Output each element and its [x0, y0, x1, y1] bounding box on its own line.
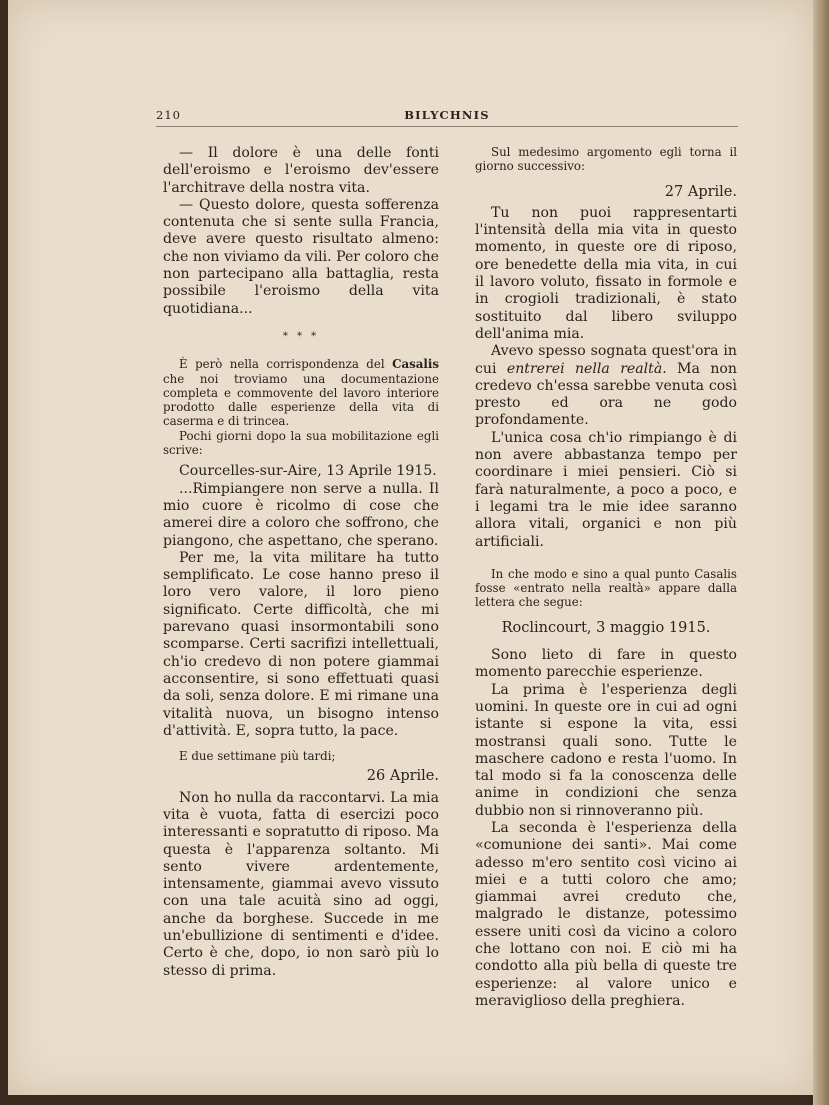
- left-column: [163, 145, 439, 980]
- intro-paragraph: E due settimane più tardi;: [179, 749, 336, 764]
- paragraph: — Questo dolore, questa sofferenza contenuta che si sente sulla Francia, deve avere questo risultato almeno: che non viviamo da vili. Per coloro che non partecipano alla battaglia, resta possibile l'eroismo della vita quotidiana...: [163, 196, 439, 317]
- intro-paragraph: Pochi giorni dopo la sua mobilitazione egli scrive:: [163, 428, 439, 458]
- letter-paragraph: Non ho nulla da raccontarvi. La mia vita è vuota, fatta di esercizi poco interessanti e sopratutto di riposo. Ma questa è l'apparenza soltanto. Mi sento vivere ardentemente, intensamente, giammai avevo vissuto con una tale acuità sino ad oggi, anche da borghese. Succede in me un'ebullizione di sentimenti e d'idee. Certo è che, dopo, io non sarò più lo stesso di prima.: [163, 789, 439, 979]
- letter-dateline: Courcelles-sur-Aire, 13 Aprile 1915.: [179, 463, 437, 480]
- section-separator: * * *: [282, 330, 320, 342]
- letter-paragraph: Tu non puoi rappresentarti l'intensità della mia vita in questo momento, in queste ore di riposo, ore benedette della mia vita, in cui il lavoro voluto, fissato in formole e in crogioli tradizionali, è stato sostituito dal libero sviluppo dell'anima mia.: [475, 204, 737, 342]
- right-column: [475, 145, 737, 1010]
- intro-paragraph: Sul medesimo argomento egli torna il giorno successivo:: [475, 145, 737, 174]
- page-number: 210: [156, 108, 181, 122]
- running-title: BILYCHNIS: [404, 108, 490, 122]
- intro-paragraph: È però nella corrispondenza del Casalis che noi troviamo una documentazione completa e commovente del lavoro interiore prodotto dalle esperienze della vita di caserma e di trincea.: [163, 357, 439, 429]
- author-name: Casalis: [392, 357, 439, 372]
- paragraph: — Il dolore è una delle fonti dell'eroismo e l'eroismo dev'essere l'architrave della nostra vita.: [163, 145, 439, 196]
- letter-paragraph: Sono lieto di fare in questo momento parecchie esperienze.: [475, 647, 737, 681]
- letter-paragraph: L'unica cosa ch'io rimpiango è di non avere abbastanza tempo per coordinare i miei pensieri. Ciò si farà naturalmente, a poco a poco, e i legami tra le mie idee saranno allora vitali, organici e non più artificiali.: [475, 429, 737, 550]
- letter-dateline: 26 Aprile.: [366, 768, 439, 785]
- letter-paragraph: Per me, la vita militare ha tutto semplificato. Le cose hanno preso il loro vero valore, il loro pieno significato. Certe difficoltà, che mi parevano quasi insormontabili sono scomparse. Certi sacrifizi intellettuali, ch'io credevo di non potere giammai acconsentire, si sono effettuati quasi da soli, senza dolore. E mi rimane una vitalità nuova, un bisogno intenso d'attività. E, sopra tutto, la pace.: [163, 549, 439, 739]
- page-edge: [813, 0, 829, 1105]
- letter-paragraph: La seconda è l'esperienza della «comunione dei santi». Mai come adesso m'ero sentito così vicino ai miei e a tutti coloro che amo; giammai avrei creduto che, malgrado le distanze, potessimo essere uniti così da vicino a coloro che lottano con noi. E ciò mi ha condotto alla più bella di queste tre esperienze: al valore unico e meraviglioso della preghiera.: [475, 819, 737, 1009]
- letter-dateline: Roclincourt, 3 maggio 1915.: [501, 619, 711, 636]
- letter-dateline: 27 Aprile.: [664, 183, 737, 200]
- book-page: [8, 0, 813, 1095]
- intro-paragraph: In che modo e sino a qual punto Casalis fosse «entrato nella realtà» appare dalla lettera che segue:: [475, 566, 737, 610]
- page-header: [156, 106, 738, 127]
- letter-paragraph: ...Rimpiangere non serve a nulla. Il mio cuore è ricolmo di cose che amerei dire a coloro che soffrono, che piangono, che aspettano, che sperano.: [163, 480, 439, 549]
- letter-paragraph: Avevo spesso sognata quest'ora in cui entrerei nella realtà. Ma non credevo ch'essa sarebbe venuta così presto ed ora ne godo profondamente.: [475, 343, 737, 429]
- letter-paragraph: La prima è l'esperienza degli uomini. In queste ore in cui ad ogni istante si espone la vita, essi mostransi quali sono. Tutte le maschere cadono e resta l'uomo. In tal modo si fa la conoscenza delle anime in condizioni che senza dubbio non si rinnoveranno più.: [475, 681, 737, 819]
